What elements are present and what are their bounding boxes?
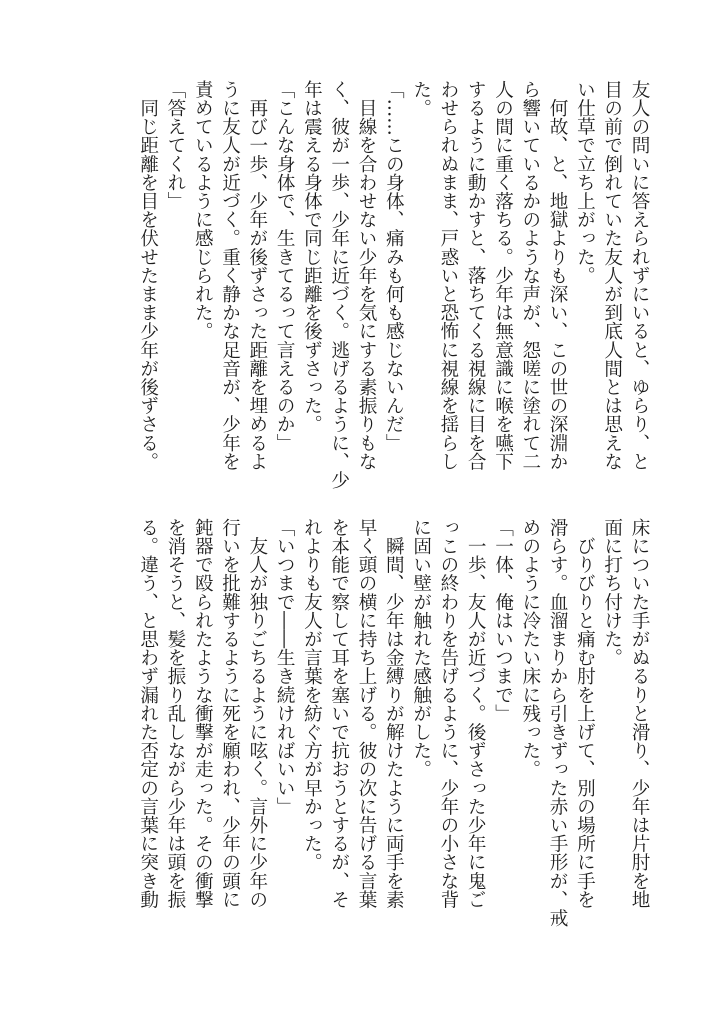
text-line: を消そうと、髪を振り乱しながら少年は頭を振 (164, 518, 186, 909)
text-line: 早く頭の横に持ち上げる。彼の次に告げる言葉 (356, 518, 378, 909)
text-line: に固い壁が触れた感触がした。 (410, 518, 432, 779)
text-line: 「いつまで――生き続ければいい」 (274, 518, 296, 816)
text-line: 目の前で倒れていた友人が到底人間とは思えな (601, 80, 623, 471)
text-line: 責めているように感じられた。 (192, 80, 214, 341)
text-line: 滑らす。血溜まりから引きずった赤い手形が、戒 (547, 518, 569, 928)
text-line: 「答えてくれ」 (164, 80, 186, 211)
text-line: を本能で察して耳を塞いで抗おうとするが、そ (328, 518, 350, 909)
text-line: するように動かすと、落ちてくる視線に目を合 (465, 80, 487, 471)
text-line: 友人が独りごちるように呟く。言外に少年の (246, 518, 268, 909)
text-line: い仕草で立ち上がった。 (574, 80, 596, 285)
text-line: 床についた手がぬるりと滑り、少年は片肘を地 (629, 518, 650, 909)
text-line: 再び一歩、少年が後ずさった距離を埋めるよ (246, 80, 268, 471)
text-line: めのように冷たい床に残った。 (519, 518, 541, 779)
text-line: 同じ距離を目を伏せたまま少年が後ずさる。 (137, 80, 159, 471)
text-line: 「……この身体、痛みも何も感じないんだ」 (383, 80, 405, 452)
text-line: 鈍器で殴られたような衝撃が走った。その衝撃 (192, 518, 214, 909)
text-line: 「こんな身体で、生きてるって言えるのか」 (274, 80, 296, 452)
text-line: く、彼が一歩、少年に近づく。逃げるように、少 (328, 80, 350, 490)
text-line: 行いを批難するように死を願われ、少年の頭に (219, 518, 241, 909)
text-line: 何故、と、地獄よりも深い、この世の深淵か (547, 80, 569, 471)
text-line: た。 (410, 80, 432, 118)
lower-text-block (65, 518, 653, 928)
text-line: 人の間に重く落ちる。少年は無意識に喉を嚥下 (492, 80, 514, 471)
text-line: っこの終わりを告げるように、少年の小さな背 (437, 518, 459, 909)
text-line: 一歩、友人が近づく。後ずさった少年に鬼ご (465, 518, 487, 909)
text-line: 年は震える身体で同じ距離を後ずさった。 (301, 80, 323, 434)
text-line: 面に打ち付けた。 (601, 518, 623, 667)
text-line: 目線を合わせない少年を気にする素振りもな (356, 80, 378, 471)
text-line: わせられぬまま、戸惑いと恐怖に視線を揺らし (437, 80, 459, 471)
text-line: うに友人が近づく。重く静かな足音が、少年を (219, 80, 241, 471)
text-line: 「一体、俺はいつまで」 (492, 518, 514, 723)
text-line: ら響いているかのような声が、怨嗟に塗れて二 (519, 80, 541, 471)
text-line: れよりも友人が言葉を紡ぐ方が早かった。 (301, 518, 323, 872)
text-line: 友人の問いに答えられずにいると、ゆらり、と (629, 80, 650, 471)
text-line: 瞬間、少年は金縛りが解けたように両手を素 (383, 518, 405, 909)
text-line: びりびりと痛む肘を上げて、別の場所に手を (574, 518, 596, 909)
upper-text-block (65, 80, 653, 490)
text-line: る。違う、と思わず漏れた否定の言葉に突き動 (137, 518, 159, 909)
